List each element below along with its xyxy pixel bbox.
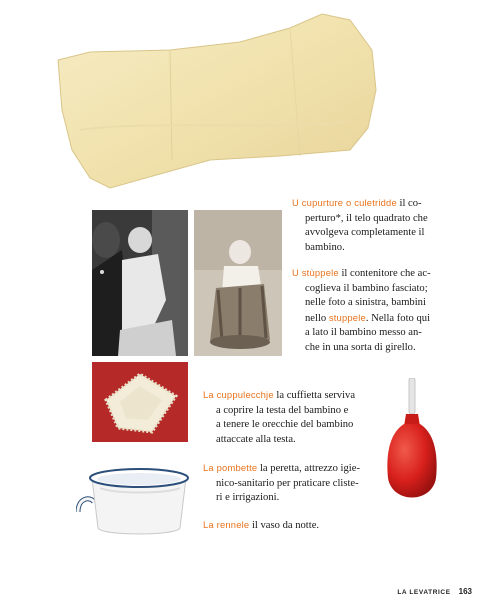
page-footer (397, 581, 472, 599)
term-pombette: La pombette (203, 462, 258, 473)
entry-pombette: La pombette la peretta, attrezzo igie- nico-sanitario per praticare cliste- ri e irrigazioni. (203, 462, 360, 504)
bonnet-doily-photo (92, 362, 188, 442)
baby-in-stuppele-photo (194, 210, 282, 356)
term-cuppulecchje: La cuppulecchje (203, 389, 274, 400)
term-rennele: La rennele (203, 519, 250, 530)
entry-cupurture: U cupurture o culetridde il co- perturo*, il telo quadrato che avvolgeva completamente il bambino. (292, 197, 428, 253)
entry-stuppele: U stùppele il contenitore che ac- coglieva il bambino fasciato; nelle foto a sinistra, bambini nello stuppele. Nella foto qui a lato il bambino messo an- che in una sorta di girello. (292, 267, 431, 353)
mother-baby-photo (92, 210, 188, 356)
term-stuppele-inline: stuppele (328, 311, 366, 323)
entry-rennele: La rennele il vaso da notte. (203, 519, 320, 531)
running-title: LA LEVATRICE (397, 589, 451, 596)
term-stuppele: U stùppele (292, 267, 339, 278)
term-cupurture: U cupurture o culetridde (292, 197, 397, 208)
entry-cuppulecchje: La cuppulecchje la cuffietta serviva a coprire la testa del bambino e a tenere le orecchie del bambino attaccate alla testa. (203, 389, 356, 445)
enema-bulb-image (384, 378, 440, 512)
page-number: 163 (458, 587, 472, 596)
chamber-pot-image (76, 458, 196, 540)
swaddling-cloth-image (50, 10, 380, 190)
